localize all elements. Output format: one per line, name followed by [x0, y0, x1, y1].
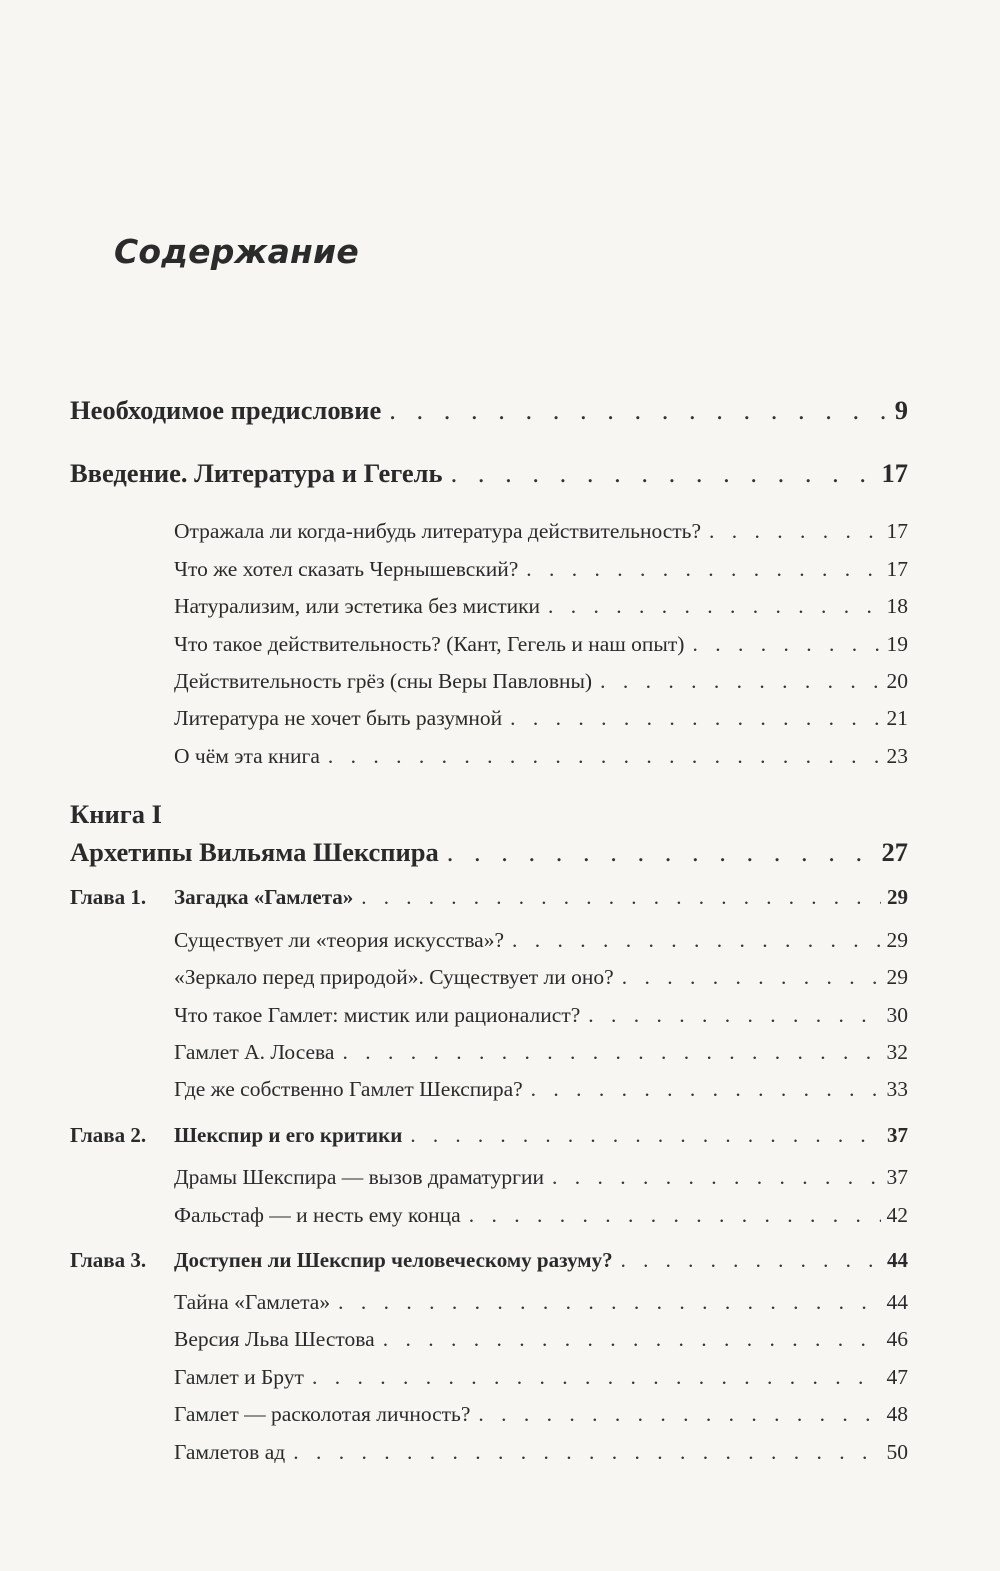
- toc-page-number: 32: [886, 1040, 908, 1064]
- toc-page-number: 42: [886, 1203, 908, 1227]
- toc-entry[interactable]: [174, 557, 908, 582]
- dot-leader: [592, 669, 880, 694]
- toc-entry[interactable]: [174, 1402, 908, 1427]
- chapter-number: Глава 1.: [70, 885, 147, 909]
- toc-entry[interactable]: [174, 1203, 908, 1228]
- toc-page-number: 17: [886, 519, 908, 543]
- toc-chapter[interactable]: [70, 885, 908, 910]
- toc-page-number: 19: [886, 632, 908, 656]
- dot-leader: [523, 1077, 881, 1102]
- toc-entry[interactable]: [174, 632, 908, 657]
- toc-page-number: 44: [887, 1248, 908, 1272]
- dot-leader: [684, 632, 880, 657]
- dot-leader: [580, 1003, 880, 1028]
- toc-page-number: 29: [886, 965, 908, 989]
- toc-page-number: 27: [881, 837, 908, 867]
- toc-page-number: 20: [886, 669, 908, 693]
- dot-leader: [375, 1327, 881, 1352]
- toc-entry-title: Что же хотел сказать Чернышевский?: [174, 557, 519, 581]
- dot-leader: [285, 1440, 880, 1465]
- toc-page-number: 17: [886, 557, 908, 581]
- toc-page-number: 29: [887, 885, 908, 909]
- toc-entry-title: Литература не хочет быть разумной: [174, 706, 503, 730]
- dot-leader: [334, 1040, 880, 1065]
- toc-entry-title: Гамлет — расколотая личность?: [174, 1402, 471, 1426]
- toc-chapter[interactable]: [70, 1123, 908, 1148]
- page-title: Содержание: [114, 232, 359, 271]
- toc-entry-title: Натурализим, или эстетика без мистики: [174, 594, 541, 618]
- toc-entry-title: Шекспир и его критики: [174, 1123, 403, 1147]
- toc-entry-title: Необходимое предисловие: [70, 395, 382, 425]
- toc-page-number: 17: [881, 458, 908, 488]
- toc-page-number: 48: [886, 1402, 908, 1426]
- toc-entry[interactable]: [70, 395, 908, 426]
- toc-page-number: 46: [886, 1327, 908, 1351]
- dot-leader: [470, 1402, 880, 1427]
- dot-leader: [330, 1290, 880, 1315]
- chapter-number: Глава 2.: [70, 1123, 147, 1147]
- toc-entry[interactable]: [174, 594, 908, 619]
- toc-entry[interactable]: [174, 1290, 908, 1315]
- toc-entry[interactable]: [174, 1165, 908, 1190]
- dot-leader: [443, 458, 876, 489]
- dot-leader: [544, 1165, 881, 1190]
- toc-page-number: 50: [886, 1440, 908, 1464]
- dot-leader: [402, 1123, 881, 1148]
- dot-leader: [353, 885, 881, 910]
- toc-entry-title: Что такое Гамлет: мистик или рационалист?: [174, 1003, 581, 1027]
- toc-entry-title: Что такое действительность? (Кант, Гегель и наш опыт): [174, 632, 685, 656]
- toc-entry-title: Загадка «Гамлета»: [174, 885, 354, 909]
- toc-page-number: 23: [886, 744, 908, 768]
- toc-page-number: 33: [886, 1077, 908, 1101]
- dot-leader: [701, 519, 880, 544]
- toc-entry-title: Где же собственно Гамлет Шекспира?: [174, 1077, 523, 1101]
- toc-entry[interactable]: [174, 1365, 908, 1390]
- toc-page-number: 44: [886, 1290, 908, 1314]
- dot-leader: [381, 395, 888, 426]
- dot-leader: [504, 928, 880, 953]
- toc-entry-title: «Зеркало перед природой». Существует ли оно?: [174, 965, 614, 989]
- toc-entry-title: О чём эта книга: [174, 744, 320, 768]
- toc-page-number: 29: [886, 928, 908, 952]
- dot-leader: [320, 744, 881, 769]
- chapter-number: Глава 3.: [70, 1248, 147, 1272]
- toc-entry-title: Версия Льва Шестова: [174, 1327, 375, 1351]
- toc-entry[interactable]: [174, 744, 908, 769]
- toc-page-number: 21: [886, 706, 908, 730]
- toc-entry[interactable]: [174, 1003, 908, 1028]
- dot-leader: [502, 706, 880, 731]
- dot-leader: [540, 594, 880, 619]
- dot-leader: [613, 1248, 881, 1273]
- dot-leader: [461, 1203, 881, 1228]
- toc-entry[interactable]: [174, 519, 908, 544]
- dot-leader: [439, 837, 876, 868]
- toc-entry[interactable]: [174, 1040, 908, 1065]
- dot-leader: [614, 965, 881, 990]
- toc-entry[interactable]: [174, 965, 908, 990]
- toc-entry[interactable]: [174, 1440, 908, 1465]
- toc-entry-title: Драмы Шекспира — вызов драматургии: [174, 1165, 544, 1189]
- toc-entry-title: Гамлет и Брут: [174, 1365, 304, 1389]
- toc-entry[interactable]: [174, 706, 908, 731]
- toc-page-number: 37: [886, 1165, 908, 1189]
- toc-page-number: 47: [886, 1365, 908, 1389]
- toc-entry-title: Действительность грёз (сны Веры Павловны): [174, 669, 593, 693]
- toc-entry-title: Введение. Литература и Гегель: [70, 458, 443, 488]
- toc-entry-title: Фальстаф — и несть ему конца: [174, 1203, 461, 1227]
- dot-leader: [518, 557, 880, 582]
- toc-entry[interactable]: [70, 837, 908, 868]
- toc-entry[interactable]: [174, 1077, 908, 1102]
- toc-entry-title: Отражала ли когда-нибудь литература действительность?: [174, 519, 702, 543]
- toc-entry-title: Гамлетов ад: [174, 1440, 286, 1464]
- toc-entry[interactable]: [174, 928, 908, 953]
- toc-entry-title: Доступен ли Шекспир человеческому разуму?: [174, 1248, 613, 1272]
- toc-entry-title: Тайна «Гамлета»: [174, 1290, 331, 1314]
- toc-chapter[interactable]: [70, 1248, 908, 1273]
- toc-entry-title: Гамлет А. Лосева: [174, 1040, 335, 1064]
- dot-leader: [304, 1365, 881, 1390]
- toc-page-number: 18: [886, 594, 908, 618]
- toc-entry-title: Архетипы Вильяма Шекспира: [70, 837, 439, 867]
- toc-entry[interactable]: [70, 458, 908, 489]
- toc-page-number: 9: [894, 395, 908, 425]
- toc-page-number: 30: [886, 1003, 908, 1027]
- book-label: Книга I: [70, 799, 162, 829]
- toc-page-number: 37: [887, 1123, 908, 1147]
- toc-entry[interactable]: [174, 669, 908, 694]
- toc-entry[interactable]: [174, 1327, 908, 1352]
- toc-entry-title: Существует ли «теория искусства»?: [174, 928, 505, 952]
